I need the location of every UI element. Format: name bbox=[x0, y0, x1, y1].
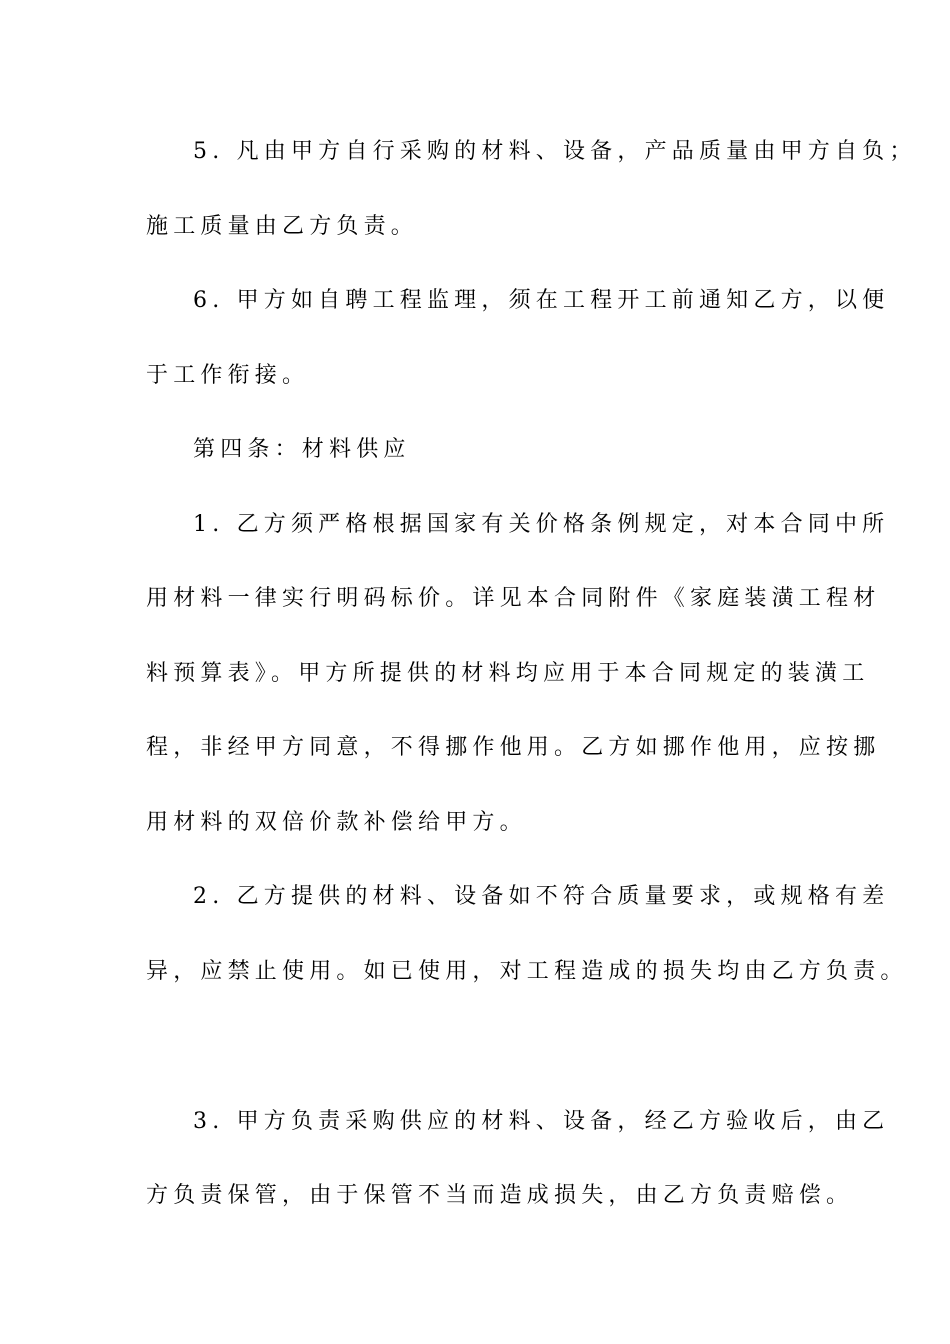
item-1-line-2: 用材料一律实行明码标价。详见本合同附件《家庭装潢工程材 bbox=[146, 586, 881, 611]
paragraph-6-line-1: 6. 甲方如自聘工程监理，须在工程开工前通知乙方，以便 bbox=[193, 288, 890, 313]
item-1-line-1: 1. 乙方须严格根据国家有关价格条例规定，对本合同中所 bbox=[193, 512, 890, 537]
paragraph-5-line-2: 施工质量由乙方负责。 bbox=[146, 214, 419, 239]
section-heading-article-4: 第四条：材料供应 bbox=[193, 437, 411, 462]
item-3-line-1: 3. 甲方负责采购供应的材料、设备，经乙方验收后，由乙 bbox=[193, 1109, 890, 1134]
item-1-line-4: 程，非经甲方同意，不得挪作他用。乙方如挪作他用，应按挪 bbox=[146, 735, 881, 760]
item-1-line-5: 用材料的双倍价款补偿给甲方。 bbox=[146, 810, 527, 835]
item-2-line-1: 2. 乙方提供的材料、设备如不符合质量要求，或规格有差 bbox=[193, 884, 890, 909]
paragraph-5-line-1: 5. 凡由甲方自行采购的材料、设备，产品质量由甲方自负； bbox=[193, 139, 917, 164]
item-2-line-2: 异，应禁止使用。如已使用，对工程造成的损失均由乙方负责。 bbox=[146, 959, 908, 984]
paragraph-6-line-2: 于工作衔接。 bbox=[146, 363, 310, 388]
item-1-line-3: 料预算表》。甲方所提供的材料均应用于本合同规定的装潢工 bbox=[146, 661, 870, 686]
item-3-line-2: 方负责保管，由于保管不当而造成损失，由乙方负责赔偿。 bbox=[146, 1183, 854, 1208]
